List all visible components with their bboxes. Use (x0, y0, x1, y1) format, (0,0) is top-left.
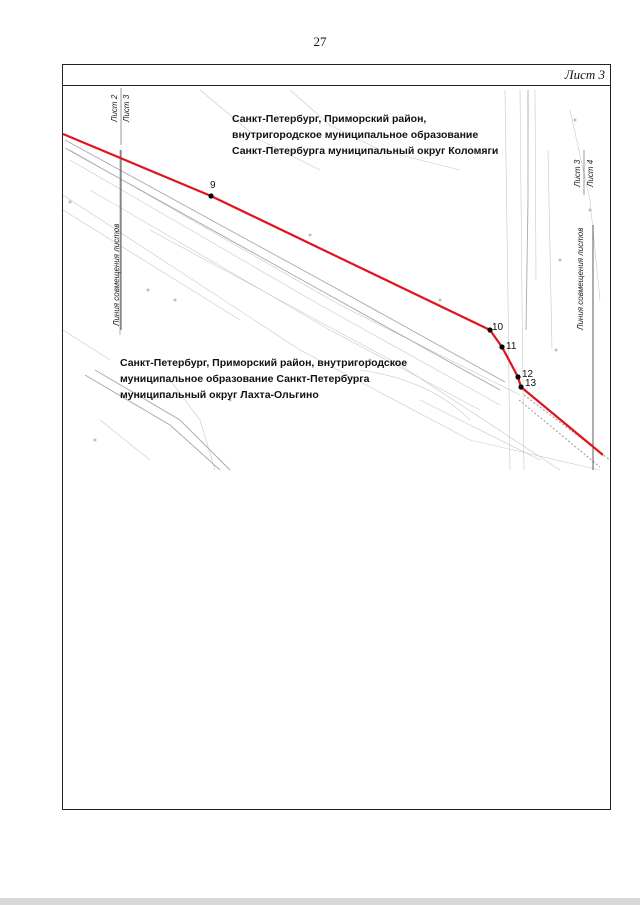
district-label-line: Санкт-Петербурга муниципальный округ Коломяги (232, 145, 499, 157)
district-label-lakhta-olgino (120, 355, 407, 403)
district-label-line: муниципальное образование Санкт-Петербурга (120, 373, 370, 385)
district-label-line: Санкт-Петербург, Приморский район, внутригородское (120, 357, 408, 369)
point-label-11: 11 (506, 341, 517, 352)
sheet-join-left-sheet-b: Лист 3 (122, 94, 131, 122)
sheet-join-right-sheet-a: Лист 3 (573, 159, 582, 187)
district-label-line: Санкт-Петербург, Приморский район, (232, 113, 427, 125)
boundary-point-12 (515, 374, 520, 379)
sheet-join-left-label: Линия совмещения листов (112, 223, 121, 326)
page-number: 27 (313, 34, 327, 49)
district-label-kolomyagi (232, 111, 498, 159)
sheet-label: Лист 3 (564, 67, 605, 82)
boundary-point-9 (208, 193, 213, 198)
point-label-12: 12 (522, 369, 534, 380)
point-label-9: 9 (210, 180, 216, 191)
district-label-line: муниципальный округ Лахта-Ольгино (120, 389, 319, 401)
point-label-13: 13 (525, 378, 537, 389)
sheet-join-left-sheet-a: Лист 2 (110, 94, 119, 122)
boundary-point-13 (518, 384, 523, 389)
point-label-10: 10 (492, 322, 504, 333)
page-footer-bar (0, 898, 640, 905)
sheet-join-right-label: Линия совмещения листов (576, 227, 585, 330)
boundary-point-11 (499, 344, 504, 349)
district-label-line: внутригородское муниципальное образование (232, 129, 479, 141)
sheet-join-right-sheet-b: Лист 4 (586, 159, 595, 187)
